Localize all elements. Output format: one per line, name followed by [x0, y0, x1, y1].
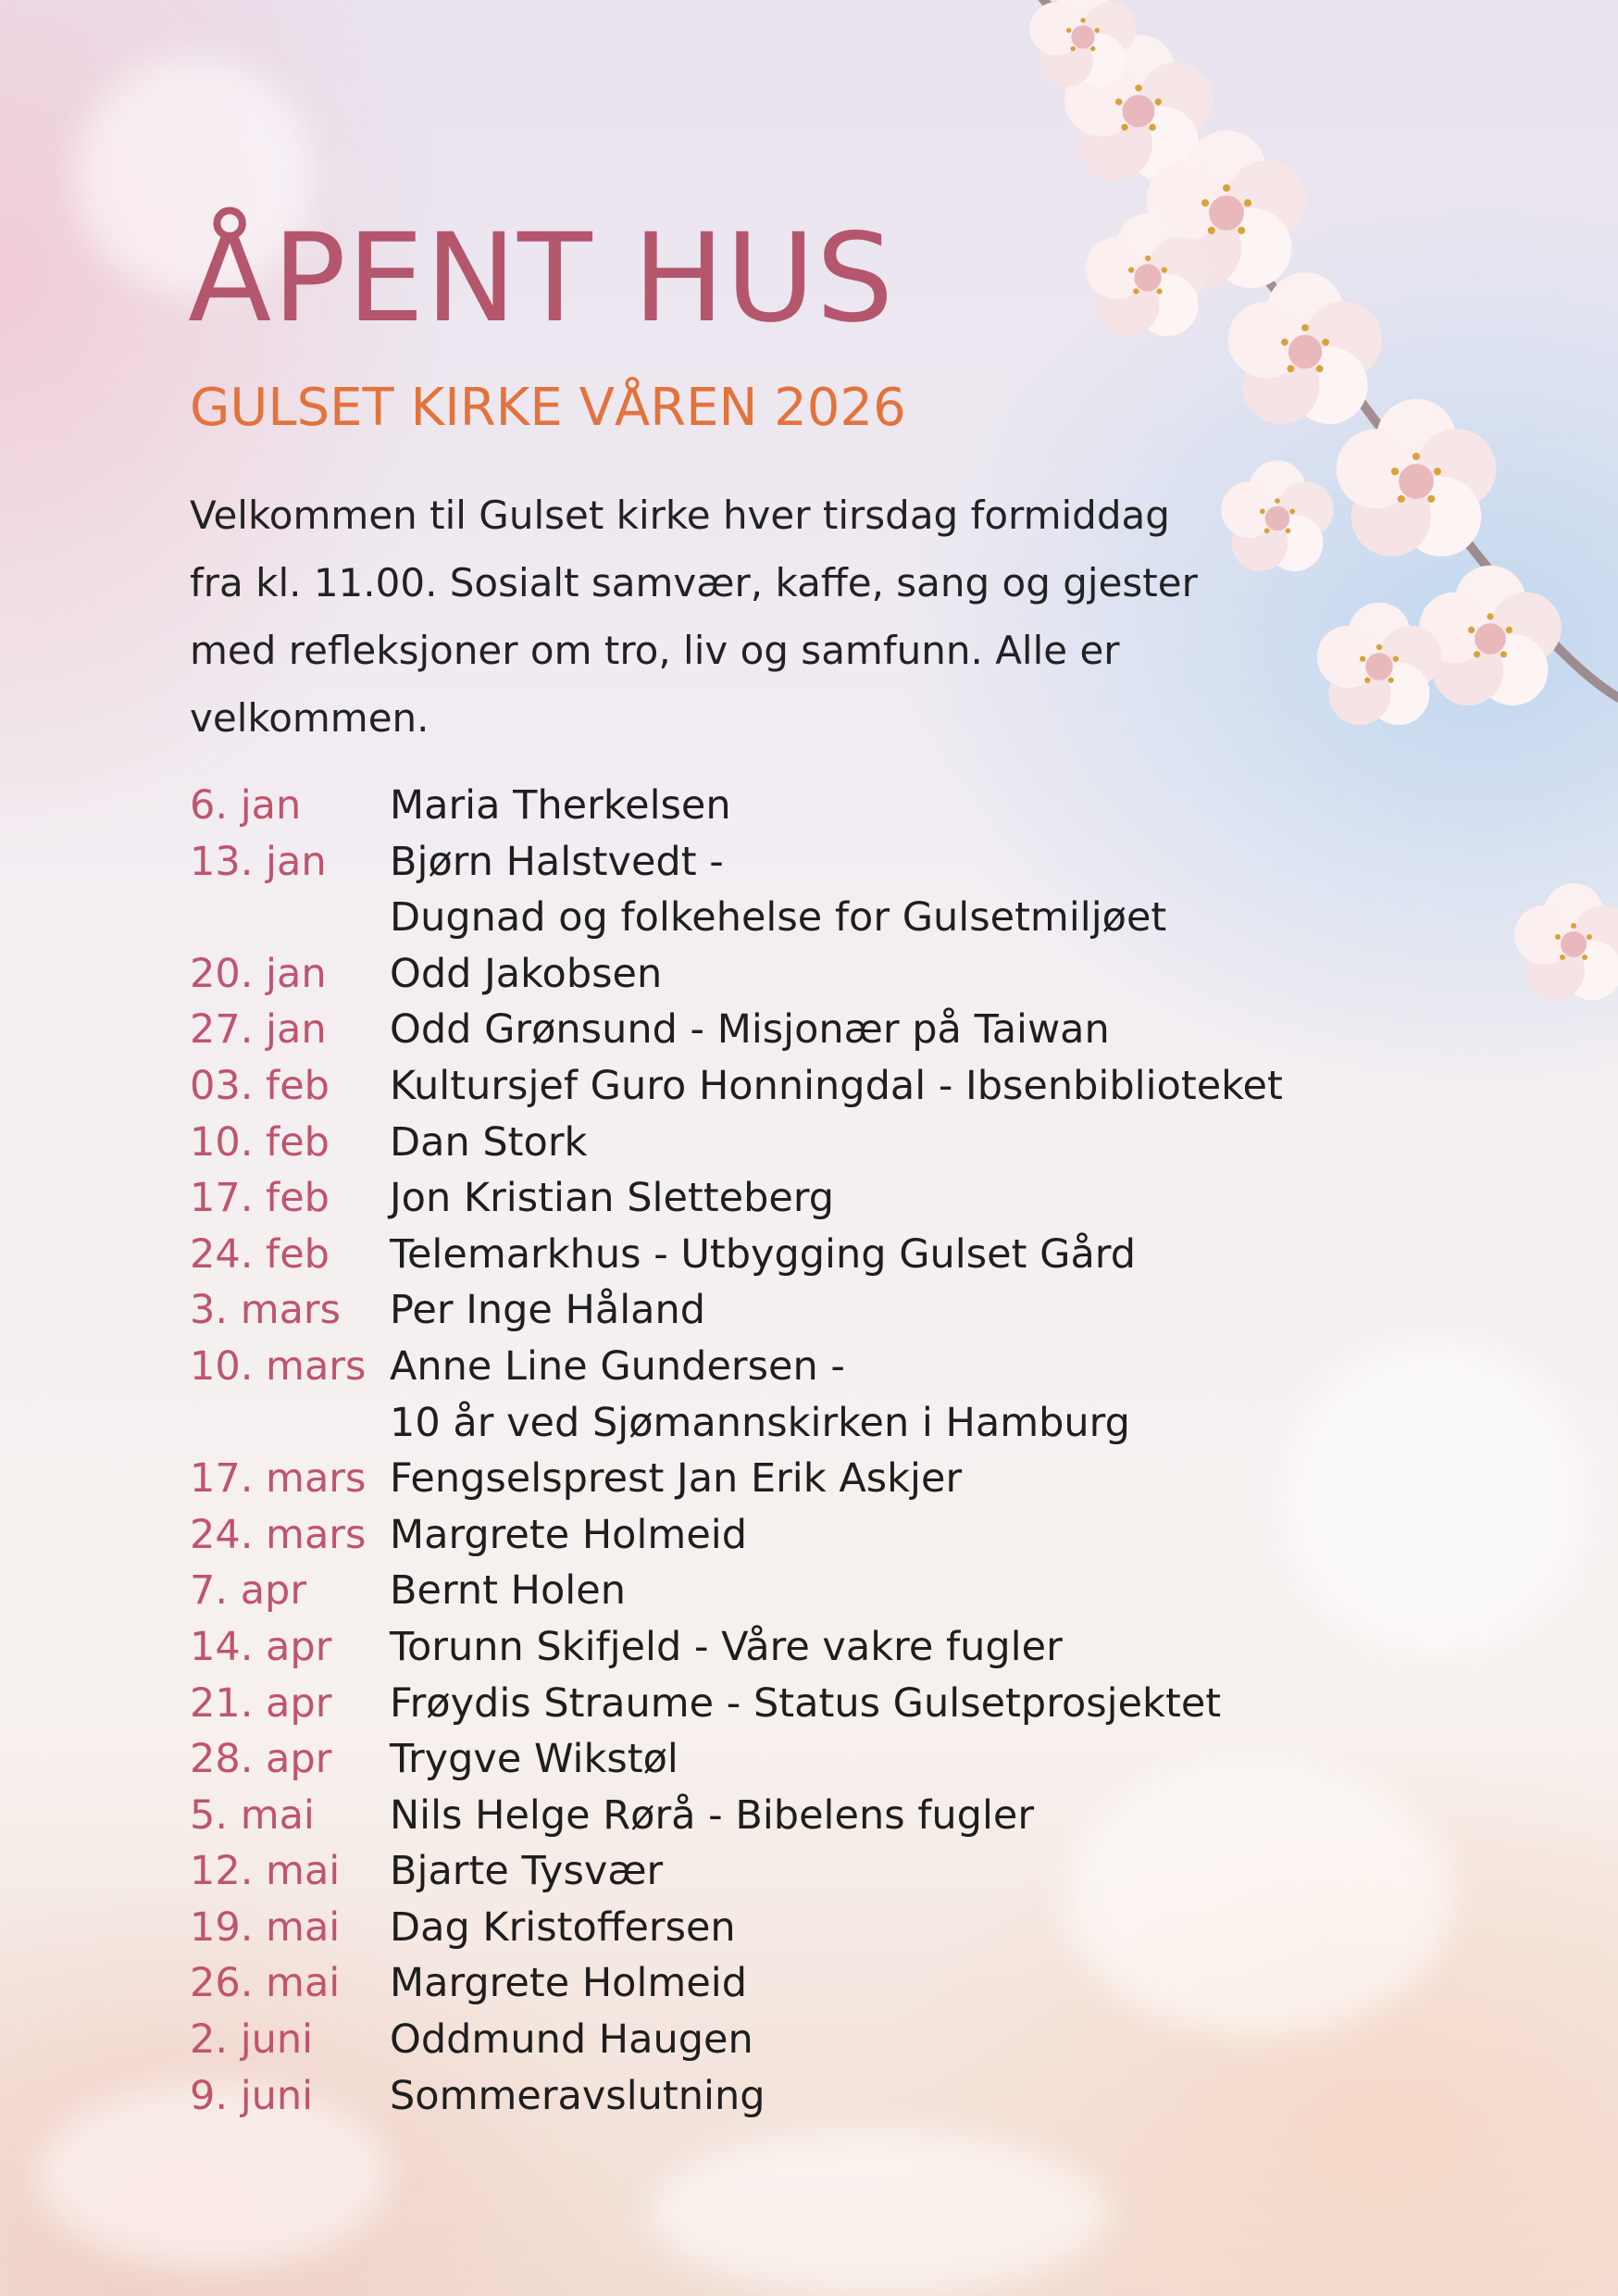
- schedule-event-line: Bjørn Halstvedt -: [390, 838, 724, 885]
- schedule-row: [190, 1900, 1283, 1956]
- schedule-event: Margrete Holmeid: [390, 1960, 748, 2007]
- schedule-date: 9. juni: [190, 2072, 314, 2119]
- schedule-event: [390, 834, 1166, 946]
- schedule-row: [190, 946, 1283, 1003]
- schedule-date: 17. feb: [190, 1175, 330, 1222]
- background-bokeh: [648, 2129, 1111, 2296]
- schedule-row: [190, 1115, 1283, 1171]
- schedule-event-line: Anne Line Gundersen -: [390, 1342, 845, 1390]
- schedule-event: Torunn Skifjeld - Våre vakre fugler: [390, 1623, 1063, 1670]
- schedule-date: 24. mars: [190, 1511, 367, 1558]
- page-title: ÅPENT HUS: [188, 207, 895, 350]
- schedule-event: Telemarkhus - Utbygging Gulset Gård: [390, 1230, 1137, 1278]
- schedule-event-line: 10 år ved Sjømannskirken i Hamburg: [390, 1399, 1130, 1446]
- schedule-date: 5. mai: [190, 1791, 315, 1839]
- schedule-row: [190, 834, 1283, 946]
- schedule-row: [190, 1282, 1283, 1339]
- schedule-date: 10. mars: [190, 1342, 367, 1390]
- schedule-row: [190, 1339, 1283, 1451]
- schedule-event: Trygve Wikstøl: [390, 1736, 678, 1783]
- page-subtitle: GULSET KIRKE VÅREN 2026: [190, 378, 906, 438]
- schedule-event: Fengselsprest Jan Erik Askjer: [390, 1455, 963, 1503]
- schedule-date: 14. apr: [190, 1623, 332, 1670]
- schedule-row: [190, 1843, 1283, 1900]
- schedule-date: 12. mai: [190, 1848, 341, 1895]
- schedule-event: Frøydis Straume - Status Gulsetprosjektet: [390, 1679, 1222, 1727]
- schedule-event: Oddmund Haugen: [390, 2016, 753, 2064]
- schedule-row: [190, 1619, 1283, 1676]
- schedule-date: 7. apr: [190, 1567, 307, 1615]
- schedule-row: [190, 2068, 1283, 2125]
- schedule-row: [190, 1563, 1283, 1619]
- schedule-date: 10. feb: [190, 1118, 330, 1166]
- schedule-list: [190, 778, 1283, 2124]
- schedule-date: 20. jan: [190, 950, 327, 997]
- schedule-event: Bernt Holen: [390, 1567, 626, 1615]
- schedule-date: 24. feb: [190, 1230, 330, 1278]
- schedule-event: Sommeravslutning: [390, 2072, 765, 2119]
- schedule-row: [190, 1676, 1283, 1732]
- schedule-event: Kultursjef Guro Honningdal - Ibsenbiblioteket: [390, 1062, 1283, 1109]
- schedule-event: Margrete Holmeid: [390, 1511, 748, 1558]
- schedule-row: [190, 1788, 1283, 1844]
- background-bokeh: [1277, 1342, 1592, 1657]
- intro-paragraph: Velkommen til Gulset kirke hver tirsdag formiddag fra kl. 11.00. Sosialt samvær, kaffe, sang og gjester med refleksjoner om tro, liv og samfunn. Alle er velkommen.: [190, 493, 1198, 741]
- schedule-event: Per Inge Håland: [390, 1287, 706, 1334]
- schedule-date: 19. mai: [190, 1903, 341, 1951]
- schedule-row: [190, 778, 1283, 834]
- schedule-row: [190, 2012, 1283, 2068]
- schedule-date: 6. jan: [190, 782, 302, 829]
- schedule-date: 3. mars: [190, 1287, 342, 1334]
- schedule-date: 27. jan: [190, 1006, 327, 1054]
- schedule-date: 21. apr: [190, 1679, 332, 1727]
- schedule-date: 17. mars: [190, 1455, 367, 1503]
- schedule-date: 2. juni: [190, 2016, 314, 2064]
- schedule-row: [190, 1955, 1283, 2012]
- schedule-event: Nils Helge Rørå - Bibelens fugler: [390, 1791, 1035, 1839]
- schedule-event: Maria Therkelsen: [390, 782, 731, 829]
- schedule-row: [190, 1058, 1283, 1115]
- schedule-event: [390, 1339, 1130, 1451]
- schedule-event: Bjarte Tysvær: [390, 1848, 664, 1895]
- schedule-event: Odd Grønsund - Misjonær på Taiwan: [390, 1006, 1110, 1054]
- schedule-event-line: Dugnad og folkehelse for Gulsetmiljøet: [390, 894, 1167, 942]
- schedule-row: [190, 1731, 1283, 1788]
- schedule-event: Odd Jakobsen: [390, 950, 663, 997]
- schedule-date: 03. feb: [190, 1062, 330, 1109]
- schedule-row: [190, 1170, 1283, 1227]
- schedule-date: 13. jan: [190, 838, 327, 885]
- schedule-row: [190, 1507, 1283, 1564]
- schedule-event: Jon Kristian Sletteberg: [390, 1175, 835, 1222]
- schedule-event: Dag Kristoffersen: [390, 1903, 736, 1951]
- schedule-event: Dan Stork: [390, 1118, 588, 1166]
- schedule-row: [190, 1002, 1283, 1058]
- schedule-row: [190, 1227, 1283, 1283]
- schedule-date: 26. mai: [190, 1960, 341, 2007]
- schedule-row: [190, 1451, 1283, 1507]
- schedule-date: 28. apr: [190, 1736, 332, 1783]
